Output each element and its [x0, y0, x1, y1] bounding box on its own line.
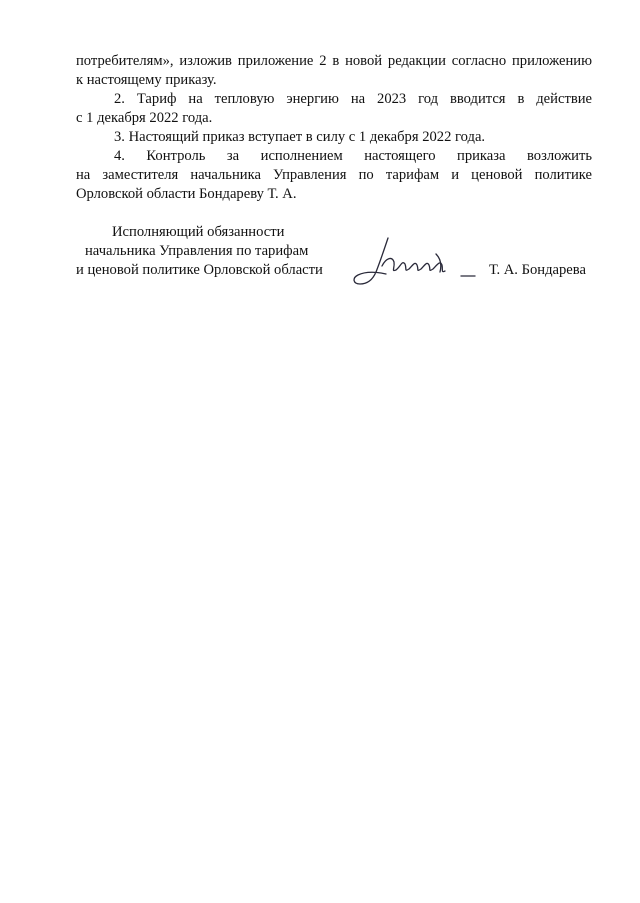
signer-position-line-1: Исполняющий обязанности: [112, 224, 285, 240]
signer-position-line-2: начальника Управления по тарифам: [85, 243, 309, 259]
paragraph-4-line-3: Орловской области Бондареву Т. А.: [76, 186, 297, 202]
paragraph-3-line-1: 3. Настоящий приказ вступает в силу с 1 декабря 2022 года.: [114, 129, 486, 145]
handwritten-signature: [348, 232, 478, 292]
paragraph-2-line-1: 2. Тариф на тепловую энергию на 2023 год вводится в действие: [114, 91, 592, 107]
paragraph-4-line-1: 4. Контроль за исполнением настоящего приказа возложить: [114, 148, 592, 164]
paragraph-1-line-2: к настоящему приказу.: [76, 72, 217, 88]
signer-name: Т. А. Бондарева: [489, 262, 586, 278]
order-text: [76, 52, 592, 204]
signer-position-line-3: и ценовой политике Орловской области: [76, 262, 323, 278]
paragraph-2-line-2: с 1 декабря 2022 года.: [76, 110, 213, 126]
paragraph-4-line-2: на заместителя начальника Управления по тарифам и ценовой политике: [76, 167, 592, 183]
paragraph-1-line-1: потребителям», изложив приложение 2 в новой редакции согласно приложению: [76, 53, 592, 69]
